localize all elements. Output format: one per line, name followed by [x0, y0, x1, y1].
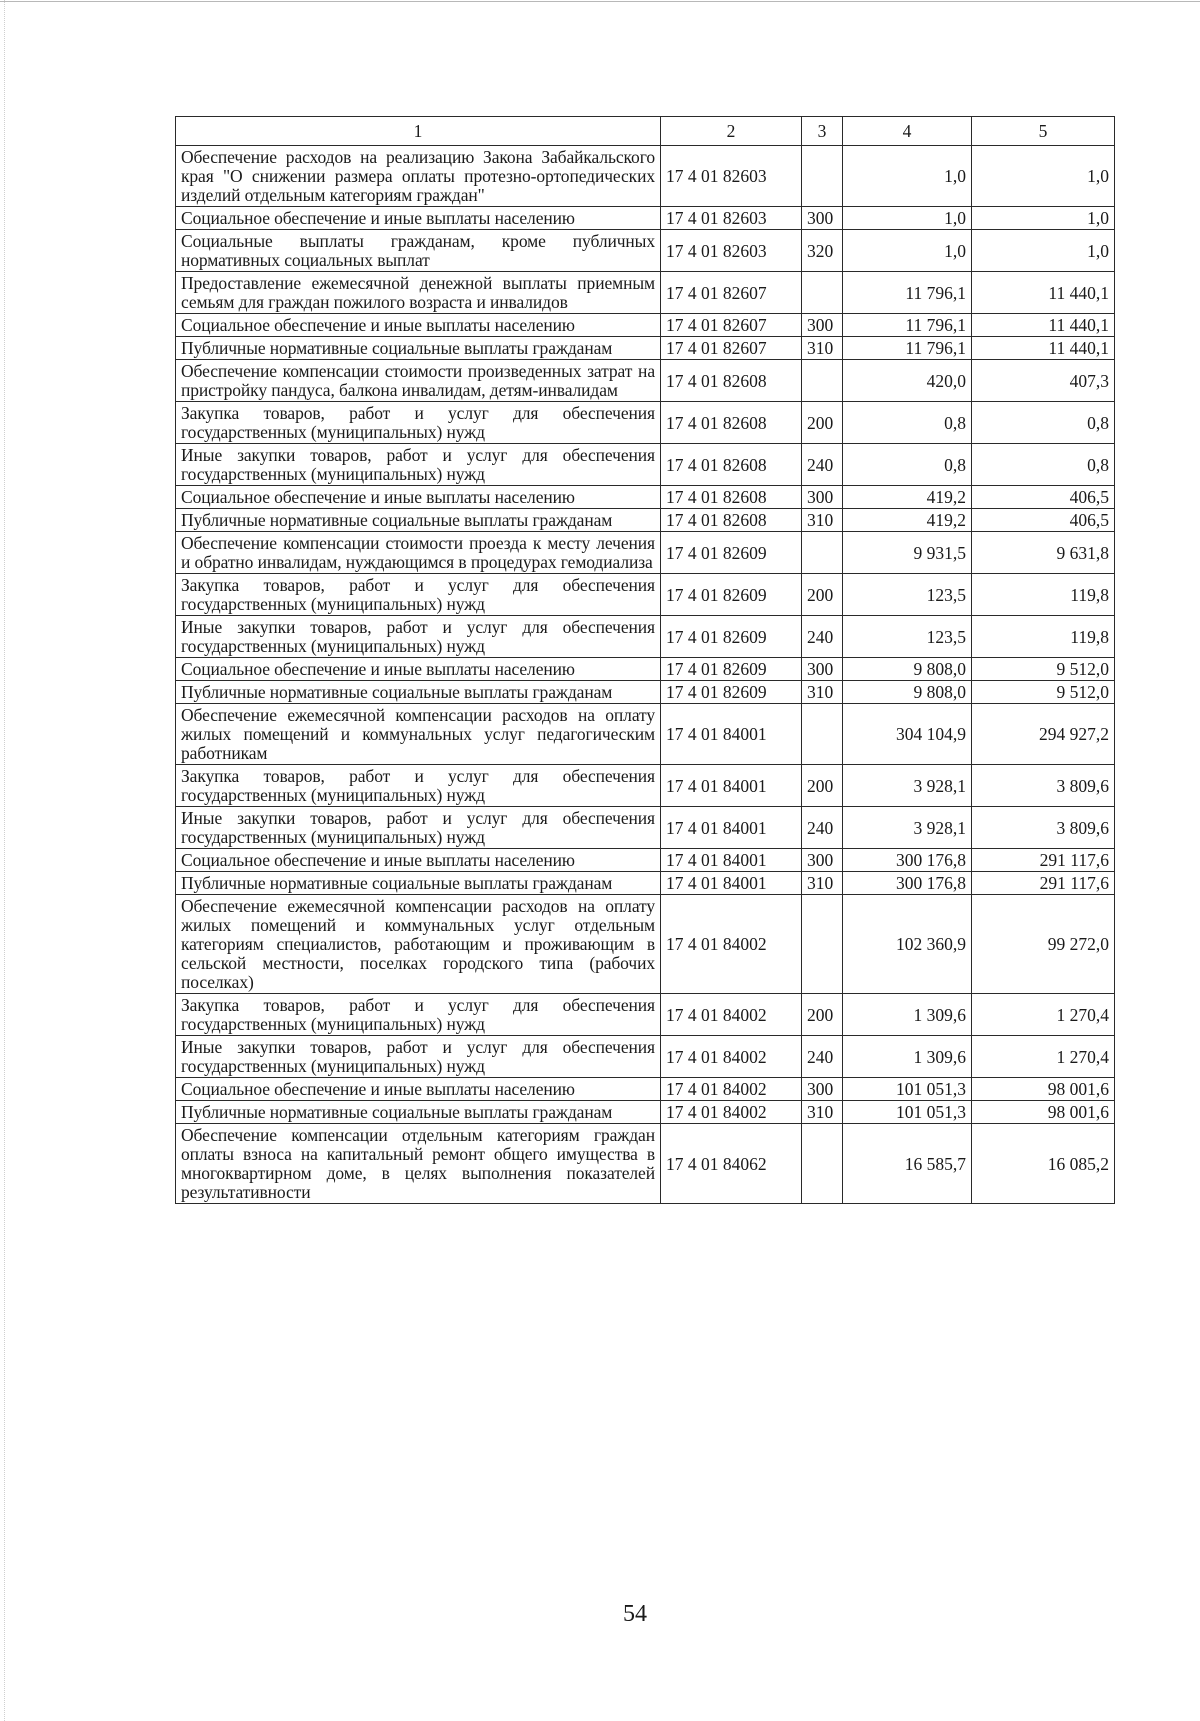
row-expense-type-cell: 300: [802, 314, 843, 337]
row-description-cell: Иные закупки товаров, работ и услуг для обеспечения государственных (муниципальных) нужд: [176, 807, 661, 849]
column-header-2: 2: [661, 117, 802, 146]
row-expense-type-cell: 200: [802, 574, 843, 616]
table-header: [176, 117, 1115, 146]
row-amount-col4-cell: 123,5: [843, 574, 972, 616]
table-row: [176, 872, 1115, 895]
row-amount-col5-cell: 291 117,6: [972, 872, 1115, 895]
table-row: [176, 1101, 1115, 1124]
table-row: [176, 765, 1115, 807]
row-expense-type-cell: 320: [802, 230, 843, 272]
row-amount-col4-cell: 11 796,1: [843, 314, 972, 337]
row-amount-col4-cell: 300 176,8: [843, 849, 972, 872]
row-amount-col5-cell: 119,8: [972, 616, 1115, 658]
row-target-article-cell: 17 4 01 82608: [661, 486, 802, 509]
row-target-article-cell: 17 4 01 82603: [661, 146, 802, 207]
row-target-article-cell: 17 4 01 82608: [661, 444, 802, 486]
row-amount-col4-cell: 9 808,0: [843, 681, 972, 704]
row-target-article-cell: 17 4 01 84001: [661, 849, 802, 872]
row-description-cell: Закупка товаров, работ и услуг для обеспечения государственных (муниципальных) нужд: [176, 574, 661, 616]
table-row: [176, 1124, 1115, 1204]
row-target-article-cell: 17 4 01 84062: [661, 1124, 802, 1204]
row-amount-col5-cell: 407,3: [972, 360, 1115, 402]
row-description-cell: Обеспечение расходов на реализацию Закона Забайкальского края "О снижении размера оплаты протезно-ортопедических изделий отдельным категориям граждан": [176, 146, 661, 207]
row-amount-col5-cell: 406,5: [972, 509, 1115, 532]
table-row: [176, 402, 1115, 444]
row-expense-type-cell: [802, 1124, 843, 1204]
row-amount-col5-cell: 294 927,2: [972, 704, 1115, 765]
page-top-edge: [0, 1, 1200, 2]
table-row: [176, 807, 1115, 849]
row-description-cell: Социальное обеспечение и иные выплаты населению: [176, 314, 661, 337]
row-amount-col4-cell: 3 928,1: [843, 765, 972, 807]
row-target-article-cell: 17 4 01 82603: [661, 207, 802, 230]
table-row: [176, 337, 1115, 360]
row-amount-col5-cell: 16 085,2: [972, 1124, 1115, 1204]
table-row: [176, 444, 1115, 486]
table-row: [176, 532, 1115, 574]
row-expense-type-cell: [802, 146, 843, 207]
row-amount-col5-cell: 9 631,8: [972, 532, 1115, 574]
column-header-4: 4: [843, 117, 972, 146]
row-amount-col5-cell: 98 001,6: [972, 1078, 1115, 1101]
row-amount-col4-cell: 1,0: [843, 230, 972, 272]
row-target-article-cell: 17 4 01 84002: [661, 895, 802, 994]
row-amount-col5-cell: 406,5: [972, 486, 1115, 509]
row-amount-col4-cell: 0,8: [843, 444, 972, 486]
row-amount-col4-cell: 9 808,0: [843, 658, 972, 681]
row-expense-type-cell: [802, 895, 843, 994]
row-description-cell: Обеспечение компенсации стоимости проезда к месту лечения и обратно инвалидам, нуждающимся в процедурах гемодиализа: [176, 532, 661, 574]
row-expense-type-cell: [802, 532, 843, 574]
row-target-article-cell: 17 4 01 82603: [661, 230, 802, 272]
row-target-article-cell: 17 4 01 82607: [661, 337, 802, 360]
row-amount-col4-cell: 304 104,9: [843, 704, 972, 765]
row-description-cell: Закупка товаров, работ и услуг для обеспечения государственных (муниципальных) нужд: [176, 765, 661, 807]
row-target-article-cell: 17 4 01 82608: [661, 360, 802, 402]
row-amount-col5-cell: 11 440,1: [972, 272, 1115, 314]
row-description-cell: Обеспечение ежемесячной компенсации расходов на оплату жилых помещений и коммунальных услуг педагогическим работникам: [176, 704, 661, 765]
row-description-cell: Иные закупки товаров, работ и услуг для обеспечения государственных (муниципальных) нужд: [176, 444, 661, 486]
row-expense-type-cell: 240: [802, 444, 843, 486]
table-row: [176, 230, 1115, 272]
table-row: [176, 616, 1115, 658]
page-left-edge: [4, 0, 5, 1721]
row-description-cell: Социальное обеспечение и иные выплаты населению: [176, 849, 661, 872]
row-description-cell: Публичные нормативные социальные выплаты гражданам: [176, 1101, 661, 1124]
column-header-3: 3: [802, 117, 843, 146]
row-amount-col5-cell: 3 809,6: [972, 807, 1115, 849]
row-amount-col5-cell: 98 001,6: [972, 1101, 1115, 1124]
row-amount-col4-cell: 1,0: [843, 207, 972, 230]
row-expense-type-cell: 200: [802, 994, 843, 1036]
row-description-cell: Закупка товаров, работ и услуг для обеспечения государственных (муниципальных) нужд: [176, 994, 661, 1036]
row-target-article-cell: 17 4 01 82608: [661, 402, 802, 444]
row-expense-type-cell: 200: [802, 402, 843, 444]
row-amount-col5-cell: 1,0: [972, 146, 1115, 207]
row-expense-type-cell: 300: [802, 1078, 843, 1101]
row-amount-col5-cell: 1,0: [972, 207, 1115, 230]
table-row: [176, 1036, 1115, 1078]
row-amount-col5-cell: 9 512,0: [972, 658, 1115, 681]
row-amount-col5-cell: 1 270,4: [972, 1036, 1115, 1078]
table-row: [176, 849, 1115, 872]
row-amount-col4-cell: 16 585,7: [843, 1124, 972, 1204]
row-description-cell: Социальное обеспечение и иные выплаты населению: [176, 486, 661, 509]
row-amount-col5-cell: 1 270,4: [972, 994, 1115, 1036]
row-expense-type-cell: [802, 272, 843, 314]
row-target-article-cell: 17 4 01 84001: [661, 765, 802, 807]
row-amount-col4-cell: 102 360,9: [843, 895, 972, 994]
row-target-article-cell: 17 4 01 82609: [661, 681, 802, 704]
table-row: [176, 574, 1115, 616]
table-row: [176, 1078, 1115, 1101]
column-header-1: 1: [176, 117, 661, 146]
row-amount-col5-cell: 1,0: [972, 230, 1115, 272]
row-amount-col4-cell: 1,0: [843, 146, 972, 207]
row-target-article-cell: 17 4 01 84002: [661, 994, 802, 1036]
row-expense-type-cell: 200: [802, 765, 843, 807]
row-target-article-cell: 17 4 01 82609: [661, 658, 802, 681]
row-amount-col4-cell: 3 928,1: [843, 807, 972, 849]
row-amount-col5-cell: 0,8: [972, 402, 1115, 444]
table-row: [176, 509, 1115, 532]
row-description-cell: Обеспечение компенсации стоимости произведенных затрат на пристройку пандуса, балкона инвалидам, детям-инвалидам: [176, 360, 661, 402]
row-amount-col4-cell: 101 051,3: [843, 1078, 972, 1101]
row-amount-col5-cell: 0,8: [972, 444, 1115, 486]
row-amount-col4-cell: 1 309,6: [843, 994, 972, 1036]
row-target-article-cell: 17 4 01 82609: [661, 574, 802, 616]
row-expense-type-cell: 310: [802, 337, 843, 360]
row-amount-col4-cell: 0,8: [843, 402, 972, 444]
row-target-article-cell: 17 4 01 84002: [661, 1101, 802, 1124]
row-amount-col4-cell: 419,2: [843, 509, 972, 532]
row-target-article-cell: 17 4 01 84001: [661, 872, 802, 895]
page-number-container: [0, 1600, 1200, 1628]
row-expense-type-cell: [802, 704, 843, 765]
column-header-5: 5: [972, 117, 1115, 146]
row-target-article-cell: 17 4 01 82607: [661, 314, 802, 337]
row-expense-type-cell: 300: [802, 658, 843, 681]
row-description-cell: Обеспечение компенсации отдельным категориям граждан оплаты взноса на капитальный ремонт общего имущества в многоквартирном доме, в целях выполнения показателей результативности: [176, 1124, 661, 1204]
row-amount-col4-cell: 123,5: [843, 616, 972, 658]
row-amount-col4-cell: 11 796,1: [843, 272, 972, 314]
row-target-article-cell: 17 4 01 82607: [661, 272, 802, 314]
row-amount-col5-cell: 99 272,0: [972, 895, 1115, 994]
row-amount-col4-cell: 1 309,6: [843, 1036, 972, 1078]
budget-table: [175, 116, 1115, 1204]
row-amount-col5-cell: 119,8: [972, 574, 1115, 616]
table-row: [176, 207, 1115, 230]
table-row: [176, 994, 1115, 1036]
row-expense-type-cell: 300: [802, 207, 843, 230]
row-target-article-cell: 17 4 01 82609: [661, 616, 802, 658]
table-row: [176, 681, 1115, 704]
row-amount-col5-cell: 11 440,1: [972, 337, 1115, 360]
row-target-article-cell: 17 4 01 82608: [661, 509, 802, 532]
row-description-cell: Публичные нормативные социальные выплаты гражданам: [176, 872, 661, 895]
row-description-cell: Иные закупки товаров, работ и услуг для обеспечения государственных (муниципальных) нужд: [176, 616, 661, 658]
row-expense-type-cell: 310: [802, 681, 843, 704]
row-description-cell: Закупка товаров, работ и услуг для обеспечения государственных (муниципальных) нужд: [176, 402, 661, 444]
row-expense-type-cell: 300: [802, 486, 843, 509]
header-row: [176, 117, 1115, 146]
row-target-article-cell: 17 4 01 84001: [661, 704, 802, 765]
row-expense-type-cell: 240: [802, 807, 843, 849]
row-description-cell: Публичные нормативные социальные выплаты гражданам: [176, 509, 661, 532]
row-amount-col5-cell: 9 512,0: [972, 681, 1115, 704]
row-expense-type-cell: 240: [802, 1036, 843, 1078]
row-amount-col4-cell: 420,0: [843, 360, 972, 402]
row-expense-type-cell: [802, 360, 843, 402]
table-row: [176, 272, 1115, 314]
row-expense-type-cell: 240: [802, 616, 843, 658]
row-description-cell: Публичные нормативные социальные выплаты гражданам: [176, 337, 661, 360]
table-row: [176, 146, 1115, 207]
table-row: [176, 704, 1115, 765]
row-description-cell: Обеспечение ежемесячной компенсации расходов на оплату жилых помещений и коммунальных услуг отдельным категориям специалистов, работающим и проживающим в сельской местности, поселках городского типа (рабочих поселках): [176, 895, 661, 994]
row-description-cell: Социальное обеспечение и иные выплаты населению: [176, 1078, 661, 1101]
row-target-article-cell: 17 4 01 84002: [661, 1078, 802, 1101]
row-amount-col5-cell: 11 440,1: [972, 314, 1115, 337]
row-target-article-cell: 17 4 01 82609: [661, 532, 802, 574]
row-expense-type-cell: 300: [802, 849, 843, 872]
row-target-article-cell: 17 4 01 84001: [661, 807, 802, 849]
row-description-cell: Социальные выплаты гражданам, кроме публичных нормативных социальных выплат: [176, 230, 661, 272]
row-description-cell: Социальное обеспечение и иные выплаты населению: [176, 658, 661, 681]
row-amount-col4-cell: 11 796,1: [843, 337, 972, 360]
row-expense-type-cell: 310: [802, 1101, 843, 1124]
table-body: [176, 146, 1115, 1204]
table-row: [176, 360, 1115, 402]
row-amount-col5-cell: 291 117,6: [972, 849, 1115, 872]
row-expense-type-cell: 310: [802, 872, 843, 895]
table-row: [176, 658, 1115, 681]
table-row: [176, 486, 1115, 509]
page-number: 54: [623, 1601, 647, 1627]
row-description-cell: Предоставление ежемесячной денежной выплаты приемным семьям для граждан пожилого возраста и инвалидов: [176, 272, 661, 314]
row-target-article-cell: 17 4 01 84002: [661, 1036, 802, 1078]
row-amount-col5-cell: 3 809,6: [972, 765, 1115, 807]
table-row: [176, 895, 1115, 994]
row-description-cell: Публичные нормативные социальные выплаты гражданам: [176, 681, 661, 704]
row-amount-col4-cell: 300 176,8: [843, 872, 972, 895]
row-description-cell: Иные закупки товаров, работ и услуг для обеспечения государственных (муниципальных) нужд: [176, 1036, 661, 1078]
row-amount-col4-cell: 101 051,3: [843, 1101, 972, 1124]
row-amount-col4-cell: 419,2: [843, 486, 972, 509]
row-amount-col4-cell: 9 931,5: [843, 532, 972, 574]
row-description-cell: Социальное обеспечение и иные выплаты населению: [176, 207, 661, 230]
row-expense-type-cell: 310: [802, 509, 843, 532]
table-row: [176, 314, 1115, 337]
